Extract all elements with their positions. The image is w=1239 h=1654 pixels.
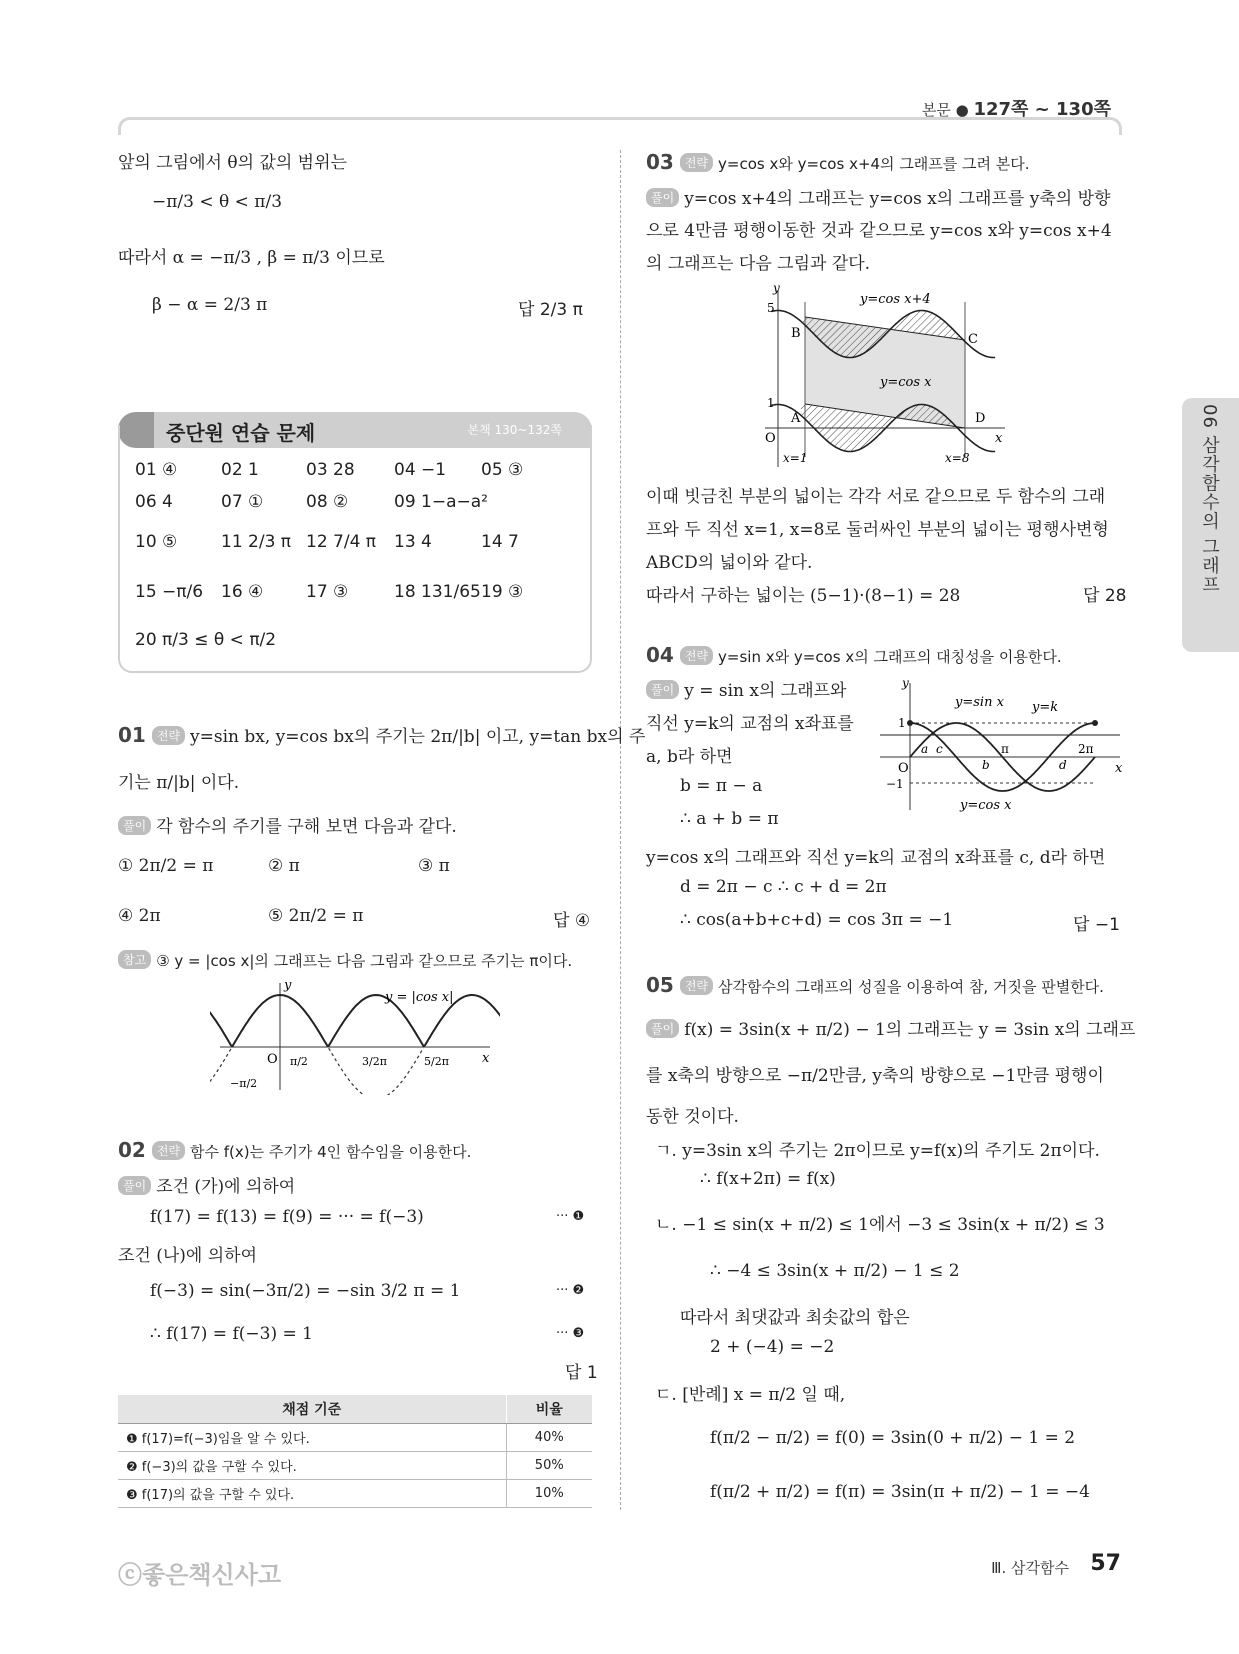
tick-c: c bbox=[936, 742, 943, 756]
p03-sol2: 으로 4만큼 평행이동한 것과 같으므로 y=cos x와 y=cos x+4 bbox=[646, 221, 1112, 241]
cos-shift-graph bbox=[765, 282, 1015, 470]
answer-item: 20 π/3 ≤ θ < π/2 bbox=[135, 630, 277, 650]
solution-tag: 풀이 bbox=[646, 1019, 679, 1038]
p01-note-line bbox=[118, 950, 572, 971]
origin-label: O bbox=[267, 1052, 278, 1067]
solution-tag: 풀이 bbox=[118, 1176, 151, 1195]
page-number: 57 bbox=[1090, 1551, 1121, 1576]
answer-item: 18 131/65 bbox=[394, 582, 481, 602]
p04-l3: a, b라 하면 bbox=[646, 747, 733, 767]
p01-item: ② π bbox=[268, 856, 300, 876]
tick-5pi2: 5/2π bbox=[424, 1055, 449, 1068]
point-2pi-1 bbox=[1092, 720, 1098, 726]
p01-strategy: y=sin bx, y=cos bx의 주기는 2π/|b| 이고, y=tan bx의 주 bbox=[190, 727, 646, 747]
theta-range: −π/3 < θ < π/3 bbox=[152, 192, 283, 212]
scoring-ratio: 40% bbox=[506, 1423, 592, 1451]
answer-item: 11 2/3 π bbox=[221, 532, 292, 552]
tick-m1: −1 bbox=[886, 777, 904, 791]
y-label: y bbox=[902, 676, 909, 690]
y-label: y bbox=[773, 282, 780, 295]
p03-strategy-line bbox=[646, 150, 1030, 174]
p03-text1: 이때 빗금친 부분의 넓이는 각각 서로 같으므로 두 함수의 그래 bbox=[646, 487, 1106, 507]
note-tag: 참고 bbox=[118, 950, 151, 969]
abs-cos-graph bbox=[210, 975, 500, 1095]
point-0-1 bbox=[907, 720, 913, 726]
scoring-criterion: ❶ f(17)=f(−3)임을 알 수 있다. bbox=[118, 1423, 506, 1451]
answer-item: 10 ⑤ bbox=[135, 532, 178, 552]
answer-item: 05 ③ bbox=[481, 460, 524, 480]
x1-label: x=1 bbox=[783, 451, 808, 465]
x-label: x bbox=[482, 1051, 490, 1066]
practice-box-ref: 본책 130~132쪽 bbox=[467, 423, 562, 437]
p01-strategy-cont: 기는 π/|b| 이다. bbox=[118, 773, 240, 793]
answer-item: 09 1−a−a² bbox=[394, 492, 488, 512]
table-row bbox=[118, 1479, 592, 1507]
y-label: y bbox=[284, 978, 292, 993]
p03-strategy: y=cos x와 y=cos x+4의 그래프를 그려 본다. bbox=[718, 155, 1030, 173]
p01-strategy-line bbox=[118, 722, 645, 747]
p04-l6: y=cos x의 그래프와 직선 y=k의 교점의 x좌표를 c, d라 하면 bbox=[646, 848, 1106, 868]
mark-1: ··· ❶ bbox=[556, 1209, 585, 1224]
strategy-tag: 전략 bbox=[680, 153, 713, 172]
answer-item: 13 4 bbox=[394, 532, 432, 552]
point-A: A bbox=[791, 411, 801, 426]
scoring-table bbox=[118, 1395, 592, 1508]
p04-answer: 답 −1 bbox=[1073, 915, 1120, 935]
p04-solution-line bbox=[646, 676, 846, 701]
answer-item: 15 −π/6 bbox=[135, 582, 204, 602]
p04-strategy: y=sin x와 y=cos x의 그래프의 대칭성을 이용한다. bbox=[718, 648, 1062, 666]
footer-chapter: Ⅲ. 삼각함수 bbox=[991, 1559, 1069, 1577]
p05-l12: f(π/2 + π/2) = f(π) = 3sin(π + π/2) − 1 = −4 bbox=[710, 1482, 1090, 1502]
scoring-header-row bbox=[118, 1395, 592, 1423]
answer-item: 12 7/4 π bbox=[306, 532, 377, 552]
x8-label: x=8 bbox=[945, 451, 970, 465]
beta-minus-alpha: β − α = 2/3 π bbox=[152, 295, 268, 315]
p04-l2: 직선 y=k의 교점의 x좌표를 bbox=[646, 714, 854, 734]
p05-l6: ㄴ. −1 ≤ sin(x + π/2) ≤ 1에서 −3 ≤ 3sin(x + π/2) ≤ 3 bbox=[655, 1215, 1105, 1235]
k-label: y=k bbox=[1032, 700, 1059, 715]
origin-label: O bbox=[898, 761, 909, 776]
p05-number: 05 bbox=[646, 973, 674, 997]
p05-l1: f(x) = 3sin(x + π/2) − 1의 그래프는 y = 3sin x의 그래프 bbox=[684, 1020, 1136, 1040]
tick-2pi: 2π bbox=[1078, 742, 1094, 756]
solution-tag: 풀이 bbox=[646, 680, 679, 699]
scoring-ratio: 10% bbox=[506, 1479, 592, 1507]
p05-solution-line bbox=[646, 1015, 1135, 1040]
p02-strategy: 함수 f(x)는 주기가 4인 함수임을 이용한다. bbox=[190, 1143, 472, 1161]
p03-text3: ABCD의 넓이와 같다. bbox=[646, 553, 813, 573]
answer-item: 08 ② bbox=[306, 492, 349, 512]
p04-number: 04 bbox=[646, 643, 674, 667]
origin-label: O bbox=[765, 431, 776, 446]
column-divider bbox=[620, 150, 621, 1510]
p02-eq3: ∴ f(17) = f(−3) = 1 bbox=[150, 1324, 313, 1344]
answer-item: 02 1 bbox=[221, 460, 259, 480]
top-rule bbox=[118, 117, 1122, 135]
answer-item: 19 ③ bbox=[481, 582, 524, 602]
p03-sol3: 의 그래프는 다음 그림과 같다. bbox=[646, 254, 871, 274]
answer-prev: 답 2/3 π bbox=[518, 300, 583, 320]
p02-cond1: 조건 (가)에 의하여 bbox=[156, 1177, 296, 1197]
scoring-criterion: ❸ f(17)의 값을 구할 수 있다. bbox=[118, 1479, 506, 1507]
tick-3pi2: 3/2π bbox=[362, 1055, 387, 1068]
tick-1: 1 bbox=[767, 396, 775, 410]
p02-eq1: f(17) = f(13) = f(9) = ··· = f(−3) bbox=[150, 1207, 424, 1227]
tick-5: 5 bbox=[767, 301, 775, 315]
table-row bbox=[118, 1423, 592, 1451]
sin-label: y=sin x bbox=[955, 695, 1004, 710]
p04-l8: ∴ cos(a+b+c+d) = cos 3π = −1 bbox=[680, 910, 954, 930]
p05-l9: 2 + (−4) = −2 bbox=[710, 1337, 835, 1357]
p01-solution-line bbox=[118, 812, 457, 837]
p01-item: ① 2π/2 = π bbox=[118, 856, 214, 876]
p02-eq2: f(−3) = sin(−3π/2) = −sin 3/2 π = 1 bbox=[150, 1281, 461, 1301]
answer-item: 01 ④ bbox=[135, 460, 178, 480]
answer-item: 14 7 bbox=[481, 532, 519, 552]
p03-number: 03 bbox=[646, 150, 674, 174]
publisher-logo: ⓒ좋은책신사고 bbox=[118, 1561, 282, 1589]
answer-item: 17 ③ bbox=[306, 582, 349, 602]
p02-solution-line bbox=[118, 1172, 295, 1197]
p05-strategy-line bbox=[646, 973, 1104, 997]
abs-cos-label: y = |cos x| bbox=[385, 990, 454, 1005]
p05-l3: 동한 것이다. bbox=[646, 1107, 739, 1127]
p04-l4: b = π − a bbox=[680, 776, 763, 796]
p05-l5: ∴ f(x+2π) = f(x) bbox=[700, 1169, 836, 1189]
tick-a: a bbox=[921, 742, 929, 756]
p05-l10: ㄷ. [반례] x = π/2 일 때, bbox=[655, 1385, 846, 1405]
scoring-col-criteria: 채점 기준 bbox=[118, 1395, 506, 1423]
solution-tag: 풀이 bbox=[118, 816, 151, 835]
answer-item: 16 ④ bbox=[221, 582, 264, 602]
solution-tag: 풀이 bbox=[646, 188, 679, 207]
table-row bbox=[118, 1451, 592, 1479]
p03-text4: 따라서 구하는 넓이는 (5−1)·(8−1) = 28 bbox=[646, 586, 961, 606]
intro-line: 앞의 그림에서 θ의 값의 범위는 bbox=[118, 153, 347, 173]
x-label: x bbox=[1115, 761, 1123, 776]
p05-l4: ㄱ. y=3sin x의 주기는 2π이므로 y=f(x)의 주기도 2π이다. bbox=[655, 1141, 1100, 1161]
p04-l7: d = 2π − c ∴ c + d = 2π bbox=[680, 877, 887, 897]
tick-neg-pi2: −π/2 bbox=[230, 1077, 258, 1090]
scoring-ratio: 50% bbox=[506, 1451, 592, 1479]
strategy-tag: 전략 bbox=[680, 646, 713, 665]
x-label: x bbox=[995, 431, 1003, 446]
tick-1: 1 bbox=[898, 716, 906, 730]
p03-text2: 프와 두 직선 x=1, x=8로 둘러싸인 부분의 넓이는 평행사변형 bbox=[646, 520, 1109, 540]
p04-strategy-line bbox=[646, 643, 1062, 667]
tick-b: b bbox=[982, 758, 990, 772]
answer-item: 07 ① bbox=[221, 492, 264, 512]
chapter-side-tab-label: 06 삼각함수의 그래프 bbox=[1199, 404, 1220, 595]
p05-l7: ∴ −4 ≤ 3sin(x + π/2) − 1 ≤ 2 bbox=[710, 1261, 960, 1281]
point-B: B bbox=[791, 326, 801, 341]
p05-l11: f(π/2 − π/2) = f(0) = 3sin(0 + π/2) − 1 = 2 bbox=[710, 1428, 1076, 1448]
p01-solution: 각 함수의 주기를 구해 보면 다음과 같다. bbox=[156, 817, 457, 837]
page-header: 본문 ● 127쪽 ~ 130쪽 bbox=[921, 99, 1111, 120]
p05-l8: 따라서 최댓값과 최솟값의 합은 bbox=[680, 1308, 910, 1328]
sin-cos-graph bbox=[880, 675, 1125, 815]
p01-item: ⑤ 2π/2 = π bbox=[268, 906, 364, 926]
scoring-criterion: ❷ f(−3)의 값을 구할 수 있다. bbox=[118, 1451, 506, 1479]
practice-box-title: 중단원 연습 문제 bbox=[166, 421, 316, 445]
p05-l2: 를 x축의 방향으로 −π/2만큼, y축의 방향으로 −1만큼 평행이 bbox=[646, 1066, 1104, 1086]
p04-l5: ∴ a + b = π bbox=[680, 809, 779, 829]
abs-cos-curve bbox=[210, 995, 500, 1047]
p01-item: ④ 2π bbox=[118, 906, 161, 926]
p01-note: ③ y = |cos x|의 그래프는 다음 그림과 같으므로 주기는 π이다. bbox=[156, 952, 573, 970]
p01-number: 01 bbox=[118, 723, 146, 747]
point-D: D bbox=[975, 411, 986, 426]
p03-sol1: y=cos x+4의 그래프는 y=cos x의 그래프를 y축의 방향 bbox=[684, 189, 1111, 209]
scoring-col-ratio: 비율 bbox=[506, 1395, 592, 1423]
answer-item: 04 −1 bbox=[394, 460, 447, 480]
p03-answer: 답 28 bbox=[1083, 586, 1127, 606]
tick-pi2: π/2 bbox=[290, 1055, 308, 1068]
chapter-side-tab bbox=[1182, 398, 1239, 652]
p02-answer: 답 1 bbox=[565, 1363, 598, 1383]
p02-strategy-line bbox=[118, 1138, 471, 1162]
strategy-tag: 전략 bbox=[680, 976, 713, 995]
p05-strategy: 삼각함수의 그래프의 성질을 이용하여 참, 거짓을 판별한다. bbox=[718, 978, 1104, 996]
answer-item: 03 28 bbox=[306, 460, 355, 480]
strategy-tag: 전략 bbox=[152, 726, 185, 745]
cos-label: y=cos x bbox=[880, 375, 932, 390]
tick-pi: π bbox=[1001, 742, 1009, 756]
cos-label: y=cos x bbox=[960, 798, 1012, 813]
header-label: 본문 bbox=[921, 101, 951, 119]
p01-answer: 답 ④ bbox=[553, 911, 591, 931]
cos-plus-4-label: y=cos x+4 bbox=[860, 292, 931, 307]
strategy-tag: 전략 bbox=[152, 1141, 185, 1160]
alpha-beta-line: 따라서 α = −π/3 , β = π/3 이므로 bbox=[118, 248, 385, 268]
p02-cond2: 조건 (나)에 의하여 bbox=[118, 1246, 258, 1266]
p01-item: ③ π bbox=[418, 856, 450, 876]
p02-number: 02 bbox=[118, 1138, 146, 1162]
header-pages: 127쪽 ~ 130쪽 bbox=[973, 99, 1111, 120]
p03-solution-line bbox=[646, 184, 1110, 209]
answer-item: 06 4 bbox=[135, 492, 173, 512]
point-C: C bbox=[968, 332, 978, 347]
mark-3: ··· ❸ bbox=[556, 1326, 585, 1341]
mark-2: ··· ❷ bbox=[556, 1283, 585, 1298]
p04-l1: y = sin x의 그래프와 bbox=[684, 681, 847, 701]
tick-d: d bbox=[1059, 758, 1067, 772]
